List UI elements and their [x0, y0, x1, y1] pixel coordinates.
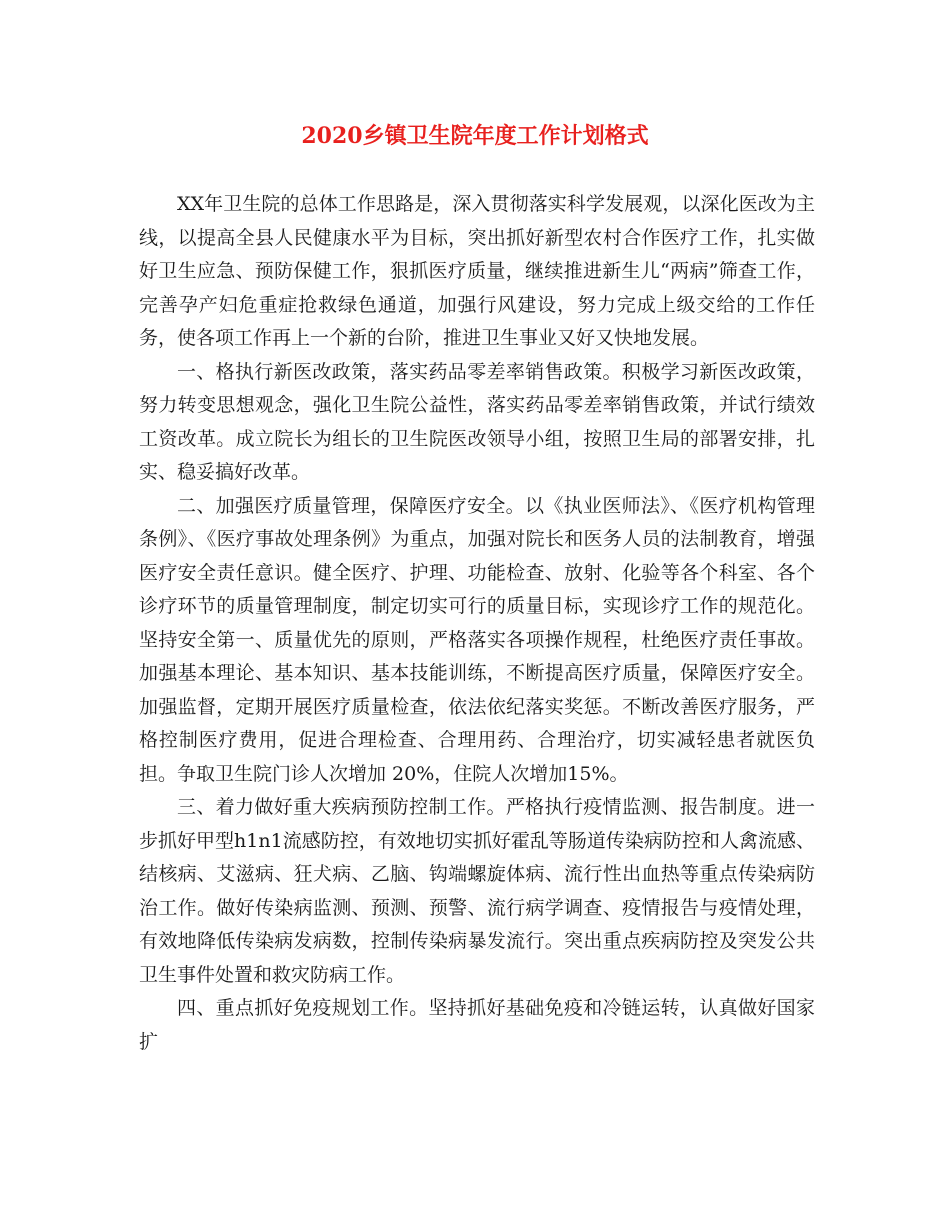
paragraph-section-3: 三、着力做好重大疾病预防控制工作。严格执行疫情监测、报告制度。进一步抓好甲型h1n1流感防控，有效地切实抓好霍乱等肠道传染病防控和人禽流感、结核病、艾滋病、狂犬病、乙脑、钩端螺旋体病、流行性出血热等重点传染病防治工作。做好传染病监测、预测、预警、流行病学调查、疫情报告与疫情处理，有效地降低传染病发病数，控制传染病暴发流行。突出重点疾病防控及突发公共卫生事件处置和救灾防病工作。: [139, 796, 815, 986]
paragraph-section-1: 一、格执行新医改政策，落实药品零差率销售政策。积极学习新医改政策，努力转变思想观念，强化卫生院公益性，落实药品零差率销售政策，并试行绩效工资改革。成立院长为组长的卫生院医改领导小组，按照卫生局的部署安排，扎实、稳妥搞好改革。: [139, 360, 815, 483]
paragraph-intro: XX年卫生院的总体工作思路是，深入贯彻落实科学发展观，以深化医改为主线，以提高全县人民健康水平为目标，突出抓好新型农村合作医疗工作，扎实做好卫生应急、预防保健工作，狠抓医疗质量，继续推进新生儿“两病”筛查工作，完善孕产妇危重症抢救绿色通道，加强行风建设，努力完成上级交给的工作任务，使各项工作再上一个新的台阶，推进卫生事业又好又快地发展。: [139, 193, 815, 349]
paragraph-section-4: 四、重点抓好免疫规划工作。坚持抓好基础免疫和冷链运转，认真做好国家扩: [139, 997, 815, 1053]
paragraph-section-2: 二、加强医疗质量管理，保障医疗安全。以《执业医师法》、《医疗机构管理条例》、《医疗事故处理条例》为重点，加强对院长和医务人员的法制教育，增强医疗安全责任意识。健全医疗、护理、功能检查、放射、化验等各个科室、各个诊疗环节的质量管理制度，制定切实可行的质量目标，实现诊疗工作的规范化。坚持安全第一、质量优先的原则，严格落实各项操作规程，杜绝医疗责任事故。加强基本理论、基本知识、基本技能训练，不断提高医疗质量，保障医疗安全。加强监督，定期开展医疗质量检查，依法依纪落实奖惩。不断改善医疗服务，严格控制医疗费用，促进合理检查、合理用药、合理治疗，切实减轻患者就医负担。争取卫生院门诊人次增加 20%，住院人次增加15%。: [139, 494, 815, 785]
document-body: [139, 188, 815, 1059]
document-title: 2020乡镇卫生院年度工作计划格式: [301, 123, 649, 149]
